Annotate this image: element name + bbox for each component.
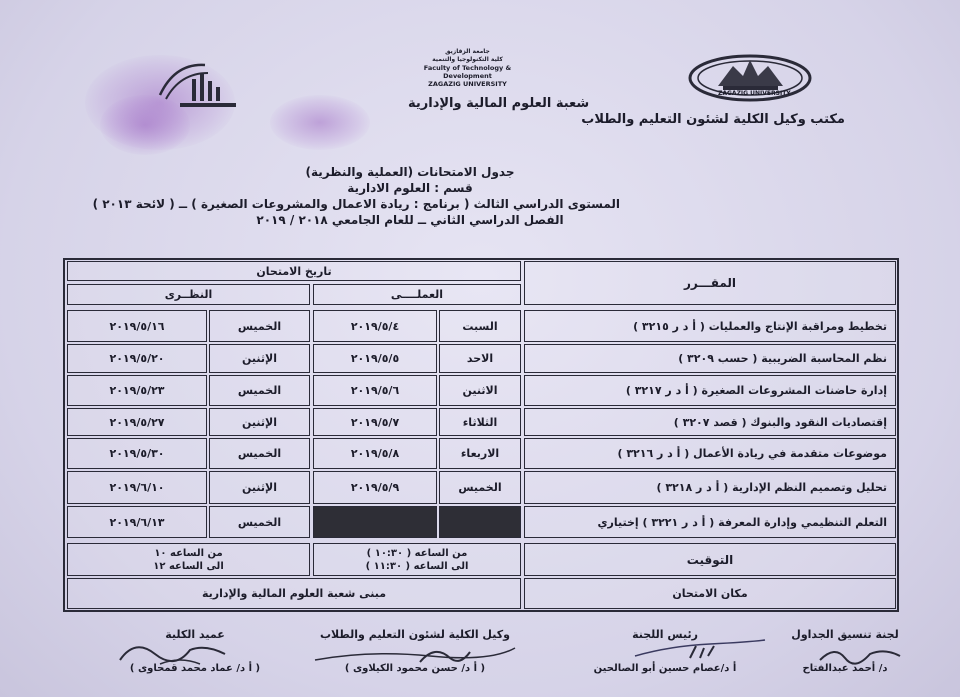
theory-timing [67,543,310,576]
theory-day: الإثنين [209,408,310,436]
location-label: مكان الامتحان [524,578,896,609]
theory-time-to: الى الساعه ١٢ [153,560,224,572]
practical-date: ٢٠١٩/٥/٧ [313,408,437,436]
theory-date: ٢٠١٩/٦/١٠ [67,471,207,504]
exam-date-header: تاريخ الامتحان [67,261,521,281]
signature-name: أ د/عصام حسين أبو الصالحين [593,663,737,674]
signature-role: وكيل الكلية لشئون التعليم والطلاب [320,628,510,641]
handwritten-signature [630,634,770,664]
signature-name: د/ أحمد عبدالفتاح [802,663,888,674]
course-name: التعلم التنظيمي وإدارة المعرفة ( أ د ر ٣٢٢١ ) إختياري [524,506,896,538]
handwritten-signature [310,640,520,670]
theory-day: الخميس [209,375,310,406]
theory-date: ٢٠١٩/٦/١٣ [67,506,207,538]
practical-time-to: الى الساعه ( ١١:٣٠ ) [365,560,469,572]
theory-date: ٢٠١٩/٥/٢٣ [67,375,207,406]
course-name: موضوعات متقدمة في ريادة الأعمال ( أ د ر ٣٢١٦ ) [524,438,896,469]
theory-date: ٢٠١٩/٥/٢٧ [67,408,207,436]
practical-day: الاثنين [439,375,521,406]
division-title: شعبة العلوم المالية والإدارية [408,96,590,111]
uni-ar: جامعة الزقازيق [445,48,490,55]
signature-role: لجنة تنسيق الجداول [791,628,899,641]
faculty-ar: كلية التكنولوجيا والتنمية [432,56,503,63]
handwritten-signature [815,640,905,670]
faculty-letterhead [405,48,530,88]
signature-name: ( أ د/ عماد محمد قمحاوى ) [129,663,261,674]
practical-day-blank [439,506,521,538]
university-logo [688,50,813,102]
theory-day: الخميس [209,506,310,538]
theory-header: النظــرى [67,284,310,305]
theory-day: الإثنين [209,471,310,504]
theory-day: الخميس [209,310,310,342]
signature-name: ( أ د/ حسن محمود الكيلاوى ) [344,663,486,674]
location-value: مبنى شعبة العلوم المالية والإدارية [67,578,521,609]
practical-date: ٢٠١٩/٥/٤ [313,310,437,342]
course-name: نظم المحاسبة الضريبية ( حسب ٣٢٠٩ ) [524,344,896,373]
stamp-smudge [270,95,370,150]
course-header: المقـــرر [524,261,896,305]
office-title: مكتب وكيل الكلية لشئون التعليم والطلاب [581,112,845,127]
faculty-logo [150,55,240,115]
signature-role: رئيس اللجنة [632,628,698,641]
course-name: تخطيط ومراقبة الإنتاج والعمليات ( أ د ر ٣٢١٥ ) [524,310,896,342]
course-name: إدارة حاضنات المشروعات الصغيرة ( أ د ر ٣٢١٧ ) [524,375,896,406]
uni-en-small: ZAGAZIG UNIVERSITY [428,80,507,88]
practical-timing [313,543,521,576]
theory-date: ٢٠١٩/٥/٣٠ [67,438,207,469]
title-line-1: جدول الامتحانات (العملية والنظرية) [305,165,515,179]
practical-date: ٢٠١٩/٥/٥ [313,344,437,373]
practical-day: الاحد [439,344,521,373]
title-line-2: قسم : العلوم الادارية [347,181,473,195]
title-line-3: المستوى الدراسي الثالث ( برنامج : ريادة الاعمال والمشروعات الصغيرة ) ــ ( لائحة ٢٠١٣ ) [92,197,620,211]
practical-day: السبت [439,310,521,342]
practical-date-blank [313,506,437,538]
course-name: تحليل وتصميم النظم الإدارية ( أ د ر ٣٢١٨ ) [524,471,896,504]
theory-day: الخميس [209,438,310,469]
practical-date: ٢٠١٩/٥/٩ [313,471,437,504]
timing-label: التوقيت [524,543,896,576]
practical-date: ٢٠١٩/٥/٨ [313,438,437,469]
theory-date: ٢٠١٩/٥/٢٠ [67,344,207,373]
practical-day: الخميس [439,471,521,504]
theory-time-from: من الساعه ١٠ [154,547,223,559]
course-name: إقتصاديات النقود والبنوك ( قصد ٣٢٠٧ ) [524,408,896,436]
schedule-title [92,164,620,228]
title-line-4: الفصل الدراسي الثاني ــ للعام الجامعي ٢٠١٨ / ٢٠١٩ [256,213,564,227]
signature-role: عميد الكلية [165,628,225,641]
practical-day: الثلاثاء [439,408,521,436]
practical-time-from: من الساعه ( ١٠:٣٠ ) [366,547,468,559]
university-logo-text: ZAGAZIG UNIVERSITY [718,90,791,97]
theory-day: الإثنين [209,344,310,373]
practical-date: ٢٠١٩/٥/٦ [313,375,437,406]
practical-header: العملــــى [313,284,521,305]
theory-date: ٢٠١٩/٥/١٦ [67,310,207,342]
faculty-en: Faculty of Technology & Development [423,64,512,80]
handwritten-signature [110,634,230,670]
practical-day: الاربعاء [439,438,521,469]
